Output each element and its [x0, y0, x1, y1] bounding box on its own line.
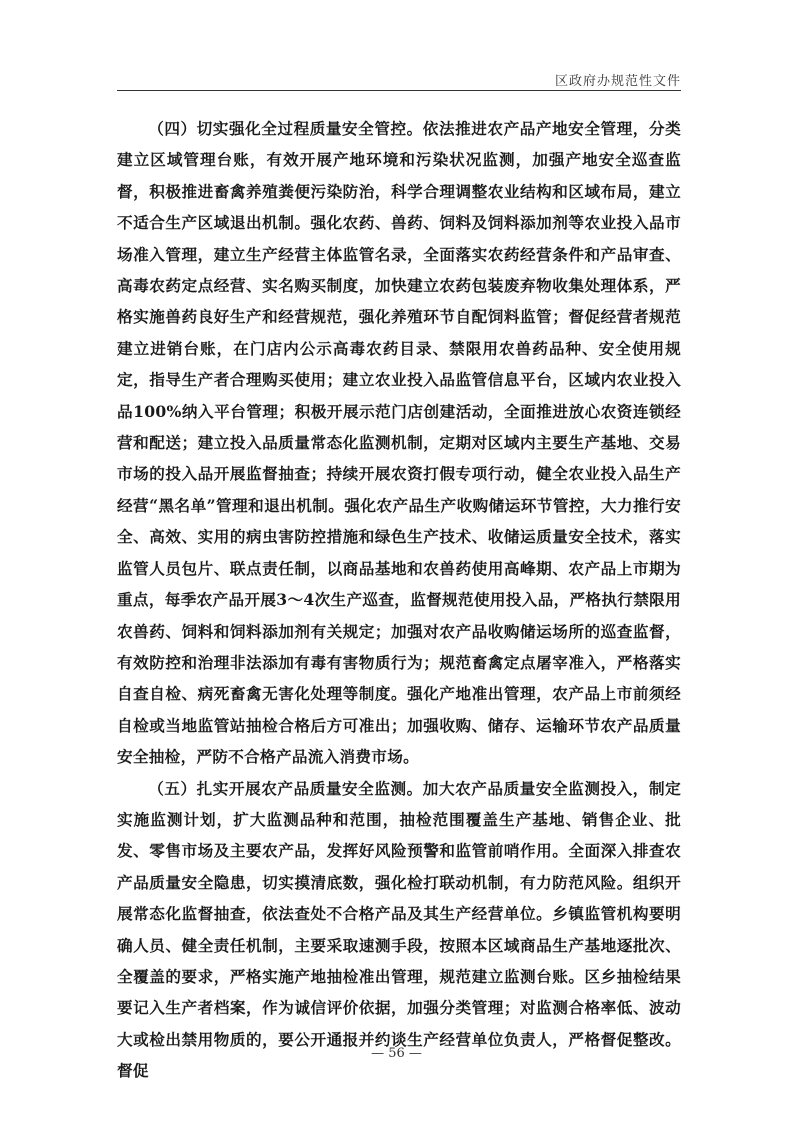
header-divider	[117, 90, 681, 91]
running-header: 区政府办规范性文件	[554, 74, 681, 89]
page-number: — 56 —	[371, 1046, 422, 1061]
paragraph-section-four: （四）切实强化全过程质量安全管控。依法推进农产品产地安全管理，分类建立区域管理台账，有效开展产地环境和污染状况监测，加强产地安全巡查监督，积极推进畜禽养殖粪便污染防治，科学合理调整农业结构和区域布局，建立不适合生产区域退出机制。强化农药、兽药、饲料及饲料添加剂等农业投入品市场准入管理，建立生产经营主体监管名录，全面落实农药经营条件和产品审查、高毒农药定点经营、实名购买制度，加快建立农药包装废弃物收集处理体系，严格实施兽药良好生产和经营规范，强化养殖环节自配饲料监管；督促经营者规范建立进销台账，在门店内公示高毒农药目录、禁限用农兽药品种、安全使用规定，指导生产者合理购买使用；建立农业投入品监管信息平台，区域内农业投入品100%纳入平台管理；积极开展示范门店创建活动，全面推进放心农资连锁经营和配送；建立投入品质量常态化监测机制，定期对区域内主要生产基地、交易市场的投入品开展监督抽查；持续开展农资打假专项行动，健全农业投入品生产经营“黑名单”管理和退出机制。强化农产品生产收购储运环节管控，大力推行安全、高效、实用的病虫害防控措施和绿色生产技术、收储运质量安全技术，落实监管人员包片、联点责任制，以商品基地和农兽药使用高峰期、农产品上市期为重点，每季农产品开展3～4次生产巡查，监督规范使用投入品，严格执行禁限用农兽药、饲料和饲料添加剂有关规定；加强对农产品收购储运场所的巡查监督，有效防控和治理非法添加有毒有害物质行为；规范畜禽定点屠宰准入，严格落实自查自检、病死畜禽无害化处理等制度。强化产地准出管理，农产品上市前须经自检或当地监管站抽检合格后方可准出；加强收购、储存、运输环节农产品质量安全抽检，严防不合格产品流入消费市场。	[117, 119, 681, 767]
paragraph-section-five: （五）扎实开展农产品质量安全监测。加大农产品质量安全监测投入，制定实施监测计划，扩大监测品种和范围，抽检范围覆盖生产基地、销售企业、批发、零售市场及主要农产品，发挥好风险预警和监管前哨作用。全面深入排查农产品质量安全隐患，切实摸清底数，强化检打联动机制，有力防范风险。组织开展常态化监督抽查，依法查处不合格产品及其生产经营单位。乡镇监管机构要明确人员、健全责任机制，主要采取速测手段，按照本区域商品生产基地逐批次、全覆盖的要求，严格实施产地抽检准出管理，规范建立监测台账。区乡抽检结果要记入生产者档案，作为诚信评价依据，加强分类管理；对监测合格率低、波动大或检出禁用物质的，要公开通报并约谈生产经营单位负责人，严格督促整改。督促	[117, 778, 681, 1081]
document-body	[117, 113, 681, 1087]
